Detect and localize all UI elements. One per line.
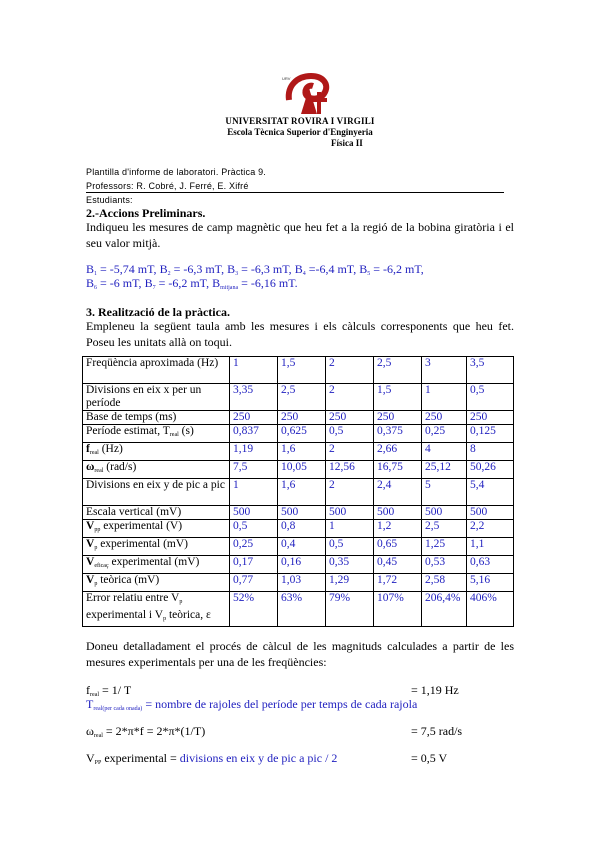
field-results-line1: $B_1 = -5,74$ mT, $B_2 = -6,3$ mT, $B_3 = -6,3$ mT, $B_4 =-6,4$ mT, $B_5 = -6,2$ mT, xyxy=(86,262,424,277)
table-cell: 500 xyxy=(278,506,326,520)
table-cell: 1,29 xyxy=(326,574,374,592)
calc-vpp-result: = 0,5 V xyxy=(411,751,448,765)
subject-name: Física II xyxy=(331,138,363,148)
section2-instruction: Indiqueu les mesures de camp magnètic que heu fet a la regió de la bobina giratòria i el seu valor mitjà. xyxy=(86,220,514,250)
table-cell: 50,26 xyxy=(467,461,514,479)
table-cell: 1,5 xyxy=(374,384,422,411)
calc-freq-result: = 1,19 Hz xyxy=(411,683,459,697)
university-logo xyxy=(281,70,337,116)
table-row xyxy=(83,538,514,556)
professors-line: Professors: R. Cobré, J. Ferré, E. Xifré xyxy=(86,181,504,193)
row-label: $f_{real}$ (Hz) xyxy=(83,443,230,461)
table-cell: 0,77 xyxy=(230,574,278,592)
table-cell: 2 xyxy=(326,479,374,506)
table-row xyxy=(83,479,514,506)
svg-text:URV: URV xyxy=(282,76,291,81)
table-row xyxy=(83,425,514,443)
table-cell: 1,25 xyxy=(422,538,467,556)
table-cell: 0,63 xyxy=(467,556,514,574)
table-cell: 2 xyxy=(326,384,374,411)
table-cell: 250 xyxy=(230,411,278,425)
row-label: Període estimat, $T_{real}$ (s) xyxy=(83,425,230,443)
table-cell: 0,4 xyxy=(278,538,326,556)
table-cell: 1,5 xyxy=(278,357,326,384)
section3-title: 3. Realització de la pràctica. xyxy=(86,305,230,319)
table-cell: 107% xyxy=(374,592,422,627)
table-cell: 79% xyxy=(326,592,374,627)
table-cell: 250 xyxy=(422,411,467,425)
calc-omega: $\omega_{real} = 2*\pi*f = 2*\pi*(1/T)$ xyxy=(86,724,206,739)
table-cell: 250 xyxy=(374,411,422,425)
table-cell: 500 xyxy=(326,506,374,520)
table-cell: 2,2 xyxy=(467,520,514,538)
table-cell: 12,56 xyxy=(326,461,374,479)
table-row xyxy=(83,592,514,627)
table-cell: 0,8 xyxy=(278,520,326,538)
table-row xyxy=(83,443,514,461)
table-row xyxy=(83,574,514,592)
table-cell: 3,35 xyxy=(230,384,278,411)
table-cell: 0,65 xyxy=(374,538,422,556)
table-row xyxy=(83,357,514,384)
students-label: Estudiants: xyxy=(86,195,133,205)
table-cell: 1 xyxy=(422,384,467,411)
table-cell: 0,625 xyxy=(278,425,326,443)
table-cell: 1,2 xyxy=(374,520,422,538)
row-label: $V_p$ experimental (mV) xyxy=(83,538,230,556)
table-cell: 206,4% xyxy=(422,592,467,627)
calc-vpp: $V_{PP}$ experimental = divisions en eix y de pic a pic / 2 xyxy=(86,751,338,766)
table-cell: 25,12 xyxy=(422,461,467,479)
table-row xyxy=(83,411,514,425)
school-name: Escola Tècnica Superior d'Enginyeria xyxy=(227,127,373,137)
table-cell: 0,5 xyxy=(467,384,514,411)
row-label: $V_p$ teòrica (mV) xyxy=(83,574,230,592)
table-cell: 250 xyxy=(278,411,326,425)
calc-period: $T_{real(per cada onada)}$ = nombre de rajoles del període per temps de cada rajola xyxy=(86,697,418,712)
table-cell: 1 xyxy=(230,479,278,506)
table-cell: 500 xyxy=(467,506,514,520)
table-cell: 0,17 xyxy=(230,556,278,574)
row-label: Divisions en eix x per un període xyxy=(83,384,230,411)
row-label: Divisions en eix y de pic a pic xyxy=(83,479,230,506)
table-cell: 0,837 xyxy=(230,425,278,443)
table-cell: 5 xyxy=(422,479,467,506)
table-cell: 0,25 xyxy=(230,538,278,556)
table-cell: 5,4 xyxy=(467,479,514,506)
calc-omega-result: = 7,5 rad/s xyxy=(411,724,463,738)
table-cell: 1 xyxy=(230,357,278,384)
section3-instruction: Empleneu la següent taula amb les mesures i els càlculs corresponents que heu fet. Poseu les unitats allà on toqui. xyxy=(86,319,514,349)
table-cell: 10,05 xyxy=(278,461,326,479)
row-label: Base de temps (ms) xyxy=(83,411,230,425)
row-label: $\omega_{real}$ (rad/s) xyxy=(83,461,230,479)
table-cell: 2,5 xyxy=(278,384,326,411)
table-cell: 0,53 xyxy=(422,556,467,574)
table-cell: 2,5 xyxy=(374,357,422,384)
table-cell: 0,5 xyxy=(326,538,374,556)
table-cell: 4 xyxy=(422,443,467,461)
table-row xyxy=(83,384,514,411)
table-cell: 5,16 xyxy=(467,574,514,592)
table-cell: 0,35 xyxy=(326,556,374,574)
table-cell: 250 xyxy=(326,411,374,425)
table-cell: 0,45 xyxy=(374,556,422,574)
table-cell: 500 xyxy=(374,506,422,520)
row-label: $V_{pp}$ experimental (V) xyxy=(83,520,230,538)
table-cell: 250 xyxy=(467,411,514,425)
table-cell: 52% xyxy=(230,592,278,627)
calculation-instruction: Doneu detalladament el procés de càlcul de les magnituds calculades a partir de les mesures experimentals per una de les freqüències: xyxy=(86,639,514,669)
university-name: UNIVERSITAT ROVIRA I VIRGILI xyxy=(225,116,375,126)
measurements-table xyxy=(82,356,514,627)
table-cell: 0,25 xyxy=(422,425,467,443)
table-cell: 2 xyxy=(326,443,374,461)
section2-title: 2.-Accions Preliminars. xyxy=(86,206,206,220)
table-row xyxy=(83,520,514,538)
table-cell: 406% xyxy=(467,592,514,627)
table-cell: 2,58 xyxy=(422,574,467,592)
field-results-line2: $B_6 = -6$ mT, $B_7 = -6,2$ mT, $B_{mitjana} = -6,16$ mT. xyxy=(86,276,298,291)
table-cell: 500 xyxy=(422,506,467,520)
table-cell: 1,6 xyxy=(278,443,326,461)
table-cell: 1,6 xyxy=(278,479,326,506)
table-row xyxy=(83,556,514,574)
table-cell: 63% xyxy=(278,592,326,627)
table-cell: 1,03 xyxy=(278,574,326,592)
table-cell: 1,72 xyxy=(374,574,422,592)
table-cell: 0,5 xyxy=(326,425,374,443)
table-row xyxy=(83,461,514,479)
row-label: Escala vertical (mV) xyxy=(83,506,230,520)
table-cell: 2,66 xyxy=(374,443,422,461)
table-row xyxy=(83,506,514,520)
calc-freq: $f_{real} = 1/$ T xyxy=(86,683,132,698)
template-title: Plantilla d'informe de laboratori. Pràctica 9. xyxy=(86,167,267,177)
table-cell: 1,1 xyxy=(467,538,514,556)
table-cell: 0,16 xyxy=(278,556,326,574)
table-cell: 7,5 xyxy=(230,461,278,479)
table-cell: 8 xyxy=(467,443,514,461)
table-cell: 16,75 xyxy=(374,461,422,479)
table-cell: 0,375 xyxy=(374,425,422,443)
row-label: Error relatiu entre $V_p$ experimental i $V_p$ teòrica, ε xyxy=(83,592,230,627)
table-cell: 500 xyxy=(230,506,278,520)
row-label: Freqüència aproximada (Hz) xyxy=(83,357,230,384)
table-cell: 0,125 xyxy=(467,425,514,443)
table-cell: 2,5 xyxy=(422,520,467,538)
table-cell: 1,19 xyxy=(230,443,278,461)
table-cell: 2 xyxy=(326,357,374,384)
table-cell: 3,5 xyxy=(467,357,514,384)
row-label: $V_{eficaç}$ experimental (mV) xyxy=(83,556,230,574)
table-cell: 2,4 xyxy=(374,479,422,506)
table-cell: 3 xyxy=(422,357,467,384)
table-cell: 0,5 xyxy=(230,520,278,538)
table-cell: 1 xyxy=(326,520,374,538)
